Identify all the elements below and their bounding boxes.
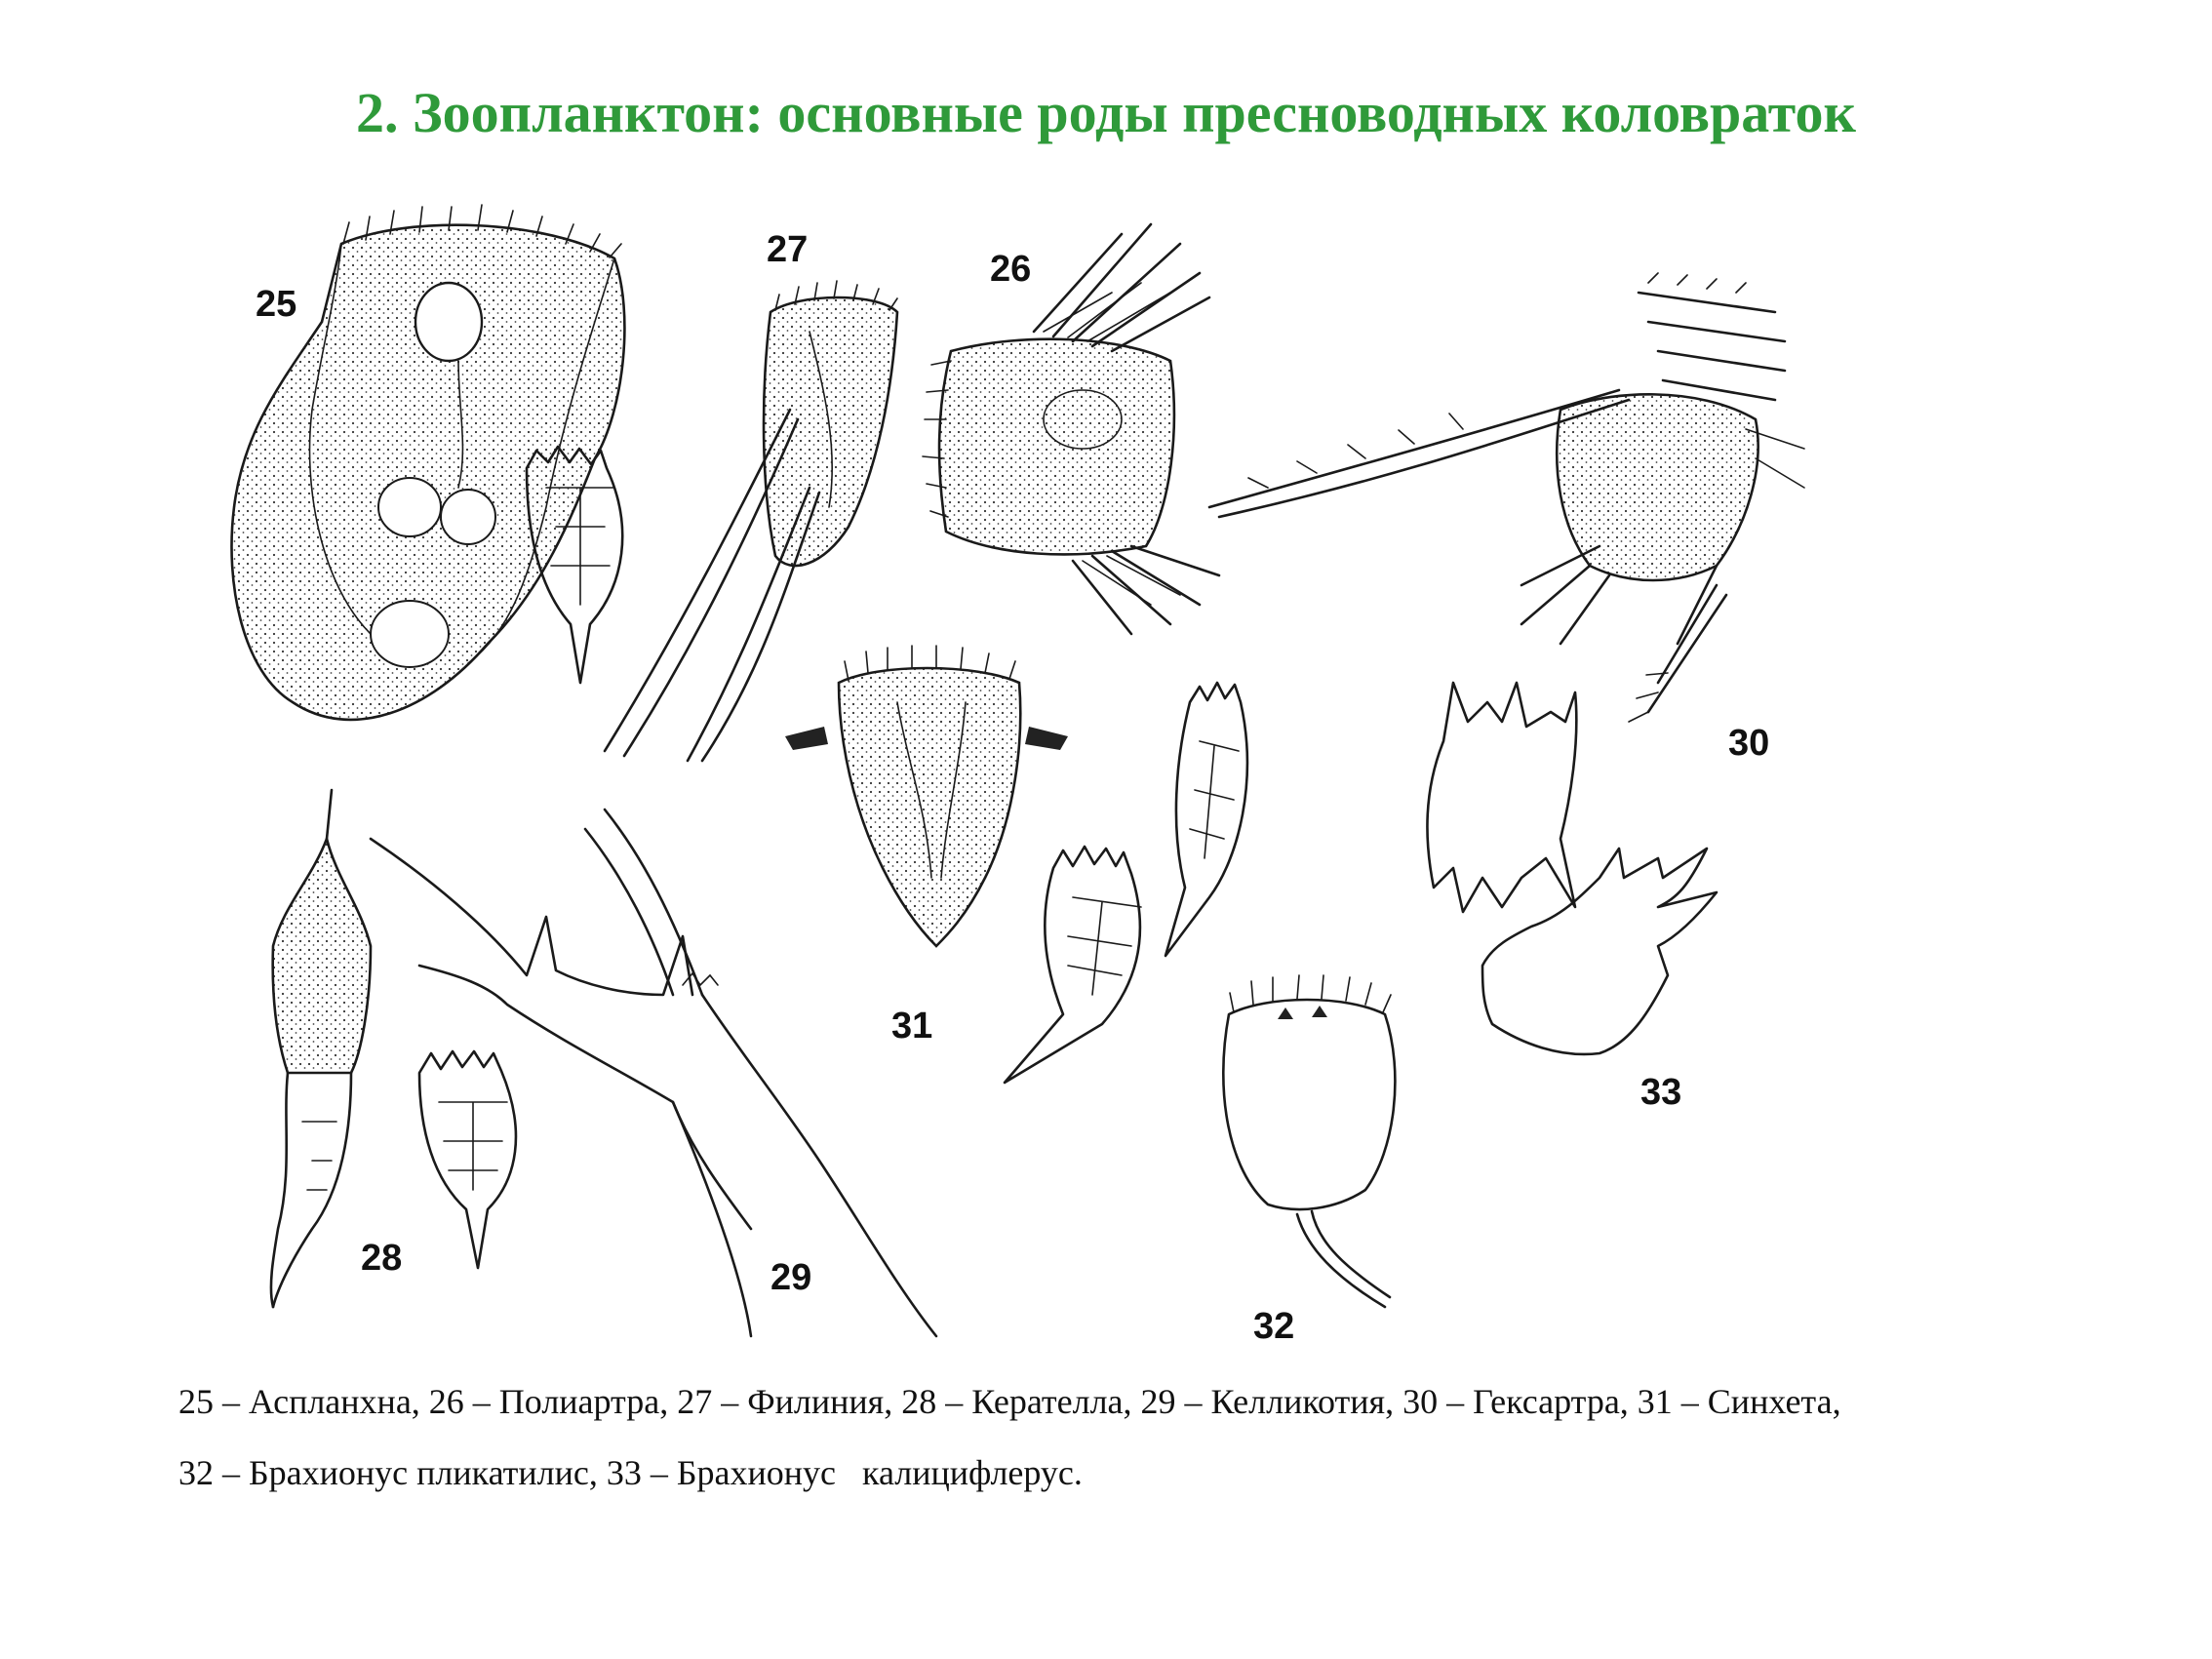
specimen-25-asplanchna [232, 205, 625, 720]
label-26: 26 [990, 249, 1032, 290]
specimen-31-synchaeta [785, 646, 1068, 946]
specimen-29-kellicottia [371, 810, 936, 1336]
specimen-26-polyarthra [923, 224, 1219, 634]
page-title: 2. Зоопланктон: основные роды пресноводных коловраток [356, 81, 1856, 144]
caption-line-1: 25 – Аспланхна, 26 – Полиартра, 27 – Филиния, 28 – Керателла, 29 – Келликотия, 30 – Гексартра, 31 – Синхета, [178, 1382, 1841, 1421]
specimen-30-hexarthra [1209, 273, 1804, 722]
specimen-28-keratella [271, 790, 516, 1307]
caption-line-2: 32 – Брахионус пликатилис, 33 – Брахионус калицифлерус. [178, 1453, 1083, 1492]
label-33: 33 [1640, 1072, 1682, 1113]
label-27: 27 [767, 229, 809, 270]
label-25: 25 [256, 284, 297, 325]
specimen-33-brachionus-calyciflorus [1427, 683, 1717, 1054]
specimen-32-brachionus-plicatilis [1223, 975, 1395, 1307]
label-30: 30 [1728, 723, 1770, 764]
label-28: 28 [361, 1238, 403, 1279]
label-31: 31 [891, 1006, 933, 1047]
label-32: 32 [1253, 1306, 1295, 1347]
label-29: 29 [770, 1257, 812, 1298]
